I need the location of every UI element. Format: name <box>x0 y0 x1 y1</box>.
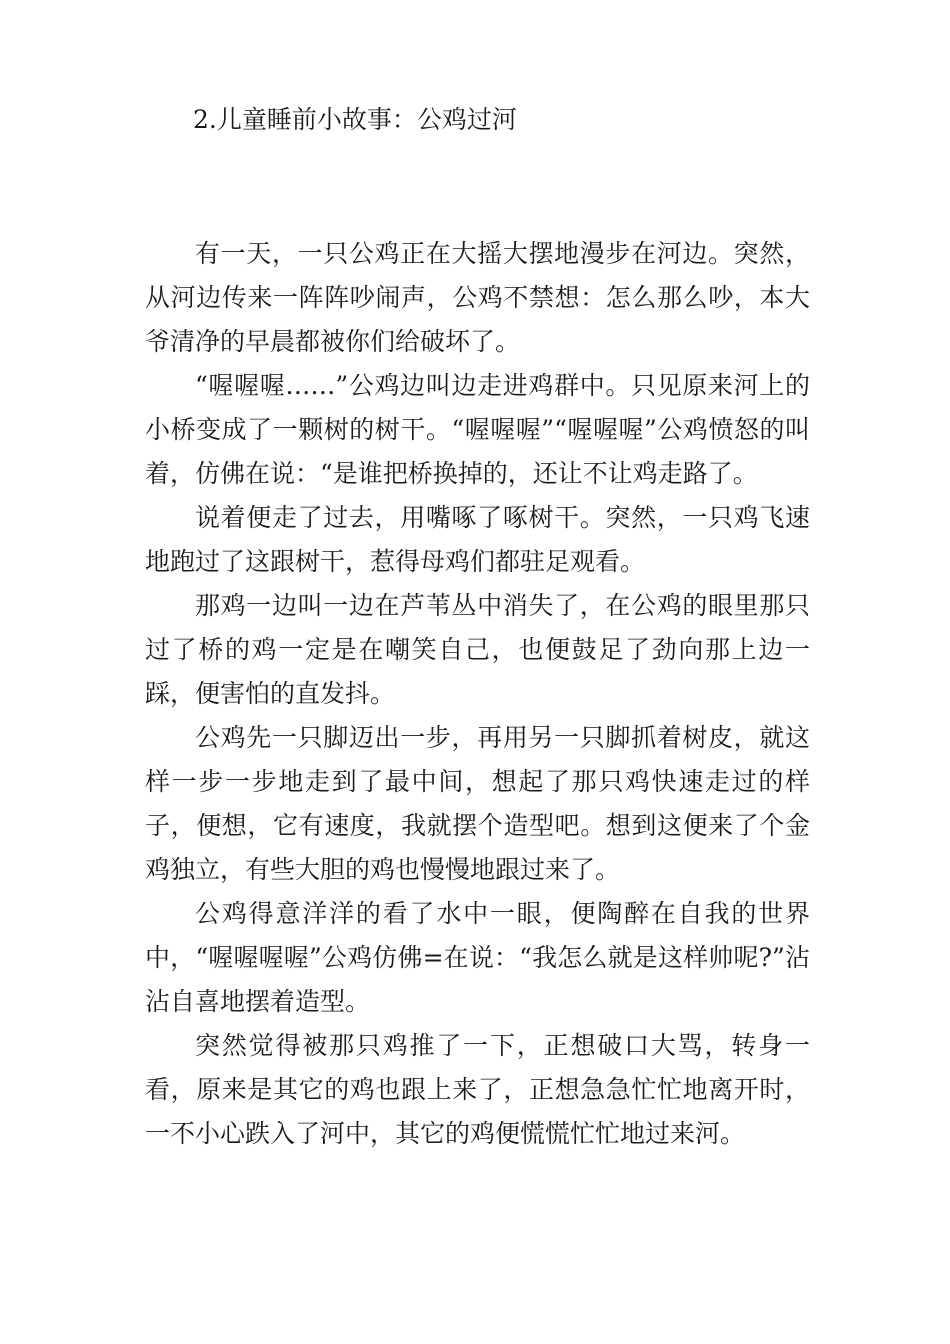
story-paragraph-2: “喔喔喔……”公鸡边叫边走进鸡群中。只见原来河上的小桥变成了一颗树的树干。“喔喔喔”“喔喔喔”公鸡愤怒的叫着，仿佛在说：“是谁把桥换掉的，还让不让鸡走路了。 <box>145 371 810 488</box>
story-body <box>145 232 810 1156</box>
story-paragraph-7: 突然觉得被那只鸡推了一下，正想破口大骂，转身一看，原来是其它的鸡也跟上来了，正想急急忙忙地离开时，一不小心跌入了河中，其它的鸡便慌慌忙忙地过来河。 <box>145 1031 810 1148</box>
story-paragraph-4: 那鸡一边叫一边在芦苇丛中消失了，在公鸡的眼里那只过了桥的鸡一定是在嘲笑自己，也便鼓足了劲向那上边一踩，便害怕的直发抖。 <box>145 591 810 708</box>
story-paragraph-6: 公鸡得意洋洋的看了水中一眼，便陶醉在自我的世界中，“喔喔喔喔”公鸡仿佛=在说：“我怎么就是这样帅呢?”沾沾自喜地摆着造型。 <box>145 899 810 1016</box>
story-paragraph-3: 说着便走了过去，用嘴啄了啄树干。突然，一只鸡飞速地跑过了这跟树干，惹得母鸡们都驻足观看。 <box>145 503 810 576</box>
story-paragraph-1: 有一天，一只公鸡正在大摇大摆地漫步在河边。突然，从河边传来一阵阵吵闹声，公鸡不禁想：怎么那么吵，本大爷清净的早晨都被你们给破坏了。 <box>145 239 810 356</box>
story-title: 2.儿童睡前小故事：公鸡过河 <box>193 105 517 134</box>
story-paragraph-5: 公鸡先一只脚迈出一步，再用另一只脚抓着树皮，就这样一步一步地走到了最中间，想起了那只鸡快速走过的样子，便想，它有速度，我就摆个造型吧。想到这便来了个金鸡独立，有些大胆的鸡也慢慢地跟过来了。 <box>145 723 810 884</box>
